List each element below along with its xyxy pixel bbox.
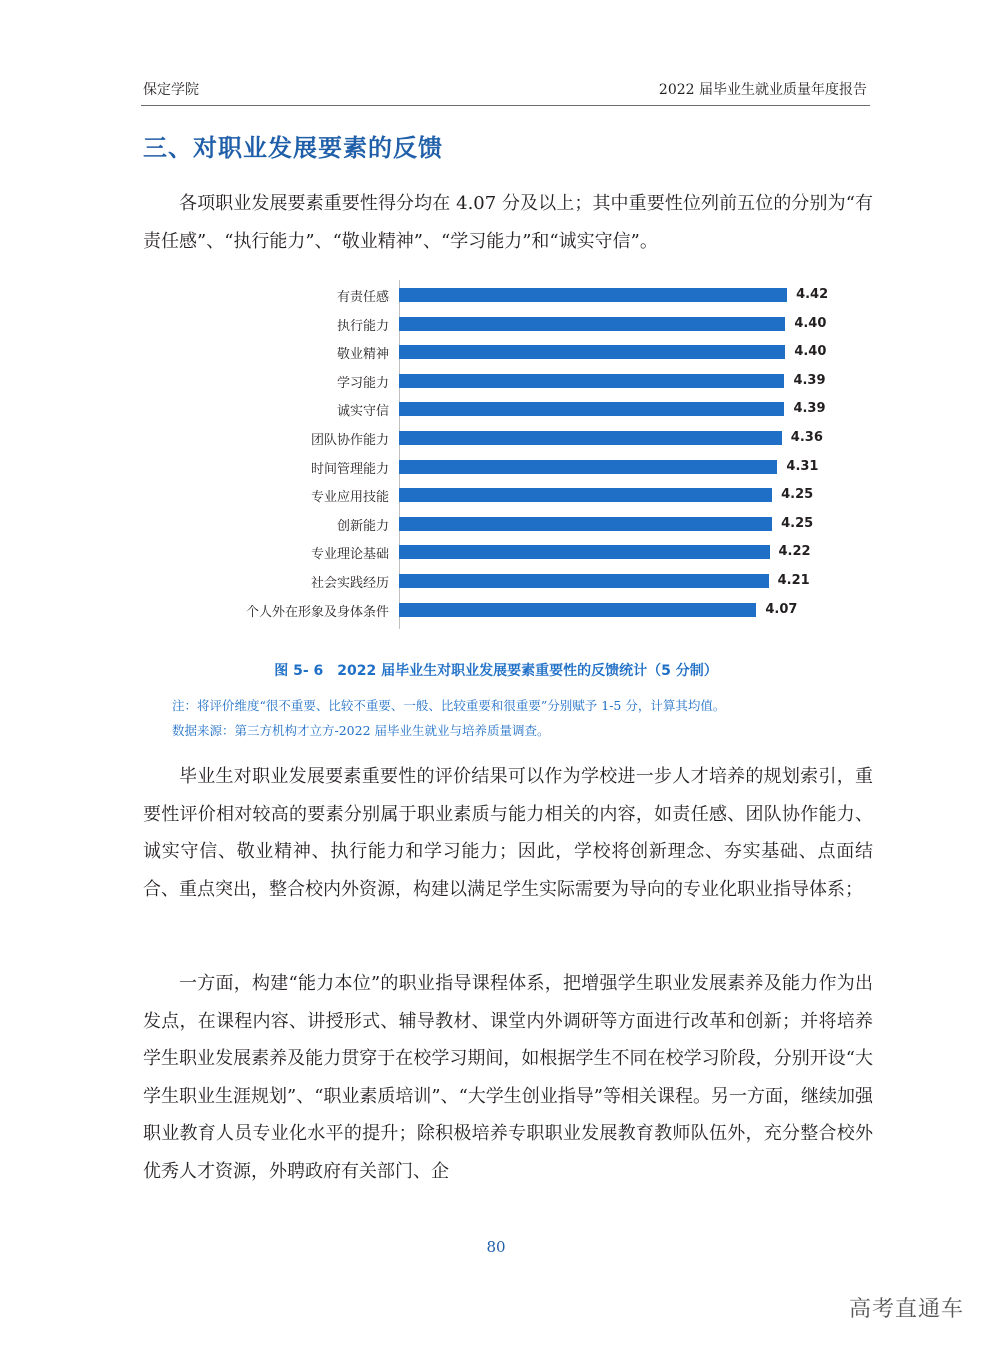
chart-category-label: 创新能力 [336,518,389,534]
chart-category-label: 个人外在形象及身体条件 [245,604,389,620]
chart-value-label: 4.40 [794,344,827,360]
chart-value-label: 4.21 [777,573,810,588]
chart-bar [399,545,770,559]
chart-bar [399,345,785,359]
chart-value-label: 4.31 [786,458,819,474]
chart-bar [399,517,772,531]
figure-note: 注：将评价维度“很不重要、比较不重要、一般、比较重要和很重要”分别赋予 1-5 分，计算其均值。 [172,698,726,713]
section-title: 三、对职业发展要素的反馈 [143,134,443,162]
chart-category-label: 专业应用技能 [310,490,389,506]
chart-category-label: 专业理论基础 [310,547,389,563]
chart-value-label: 4.22 [778,544,811,560]
chart-value-label: 4.25 [781,487,814,503]
chart-bar [399,317,785,331]
header-school-name: 保定学院 [143,82,199,98]
chart-category-label: 团队协作能力 [310,433,389,448]
chart-category-label: 执行能力 [336,318,389,334]
chart-category-label: 学习能力 [336,375,389,391]
header-divider [141,105,870,106]
chart-category-label: 时间管理能力 [310,461,389,477]
page-number: 80 [486,1238,506,1256]
chart-value-label: 4.39 [793,401,826,417]
chart-category-label: 有责任感 [336,290,389,305]
chart-bar [399,431,782,445]
chart-value-label: 4.07 [765,601,798,617]
chart-bar [399,374,784,388]
chart-bar [399,603,756,617]
chart-value-label: 4.25 [781,515,814,531]
figure-caption: 图 5- 6 2022 届毕业生对职业发展要素重要性的反馈统计（5 分制） [274,663,718,679]
chart-bar [399,488,772,502]
chart-bar [399,460,777,474]
analysis-paragraph: 毕业生对职业发展要素重要性的评价结果可以作为学校进一步人才培养的规划索引，重要性评价相对较高的要素分别属于职业素质与能力相关的内容，如责任感、团队协作能力、诚实守信、敬业精神、执行能力和学习能力；因此，学校将创新理念、夯实基础、点面结合、重点突出，整合校内外资源，构建以满足学生实际需要为导向的专业化职业指导体系； [143,766,873,900]
figure-source: 数据来源：第三方机构才立方-2022 届毕业生就业与培养质量调查。 [172,723,550,738]
chart-bar [399,402,784,416]
intro-paragraph: 各项职业发展要素重要性得分均在 4.07 分及以上；其中重要性位列前五位的分别为“有责任感”、“执行能力”、“敬业精神”、“学习能力”和“诚实守信”。 [143,193,873,252]
chart-value-label: 4.40 [794,315,827,331]
chart-category-label: 社会实践经历 [310,576,389,591]
chart-bar [399,288,787,302]
header-report-title: 2022 届毕业生就业质量年度报告 [658,82,867,98]
chart-value-label: 4.42 [796,287,829,302]
chart-value-label: 4.36 [790,430,823,445]
chart-value-label: 4.39 [793,372,826,388]
measures-paragraph: 一方面，构建“能力本位”的职业指导课程体系，把增强学生职业发展素养及能力作为出发点，在课程内容、讲授形式、辅导教材、课堂内外调研等方面进行改革和创新；并将培养学生职业发展素养及能力贯穿于在校学习期间，如根据学生不同在校学习阶段，分别开设“大学生职业生涯规划”、“职业素质培训”、“大学生创业指导”等相关课程。另一方面，继续加强职业教育人员专业化水平的提升；除积极培养专职职业发展教育教师队伍外，充分整合校外优秀人才资源，外聘政府有关部门、企 [143,973,874,1182]
chart-bar [399,574,769,588]
watermark-text: 高考直通车 [848,1297,964,1322]
chart-category-label: 敬业精神 [336,347,389,363]
chart-category-label: 诚实守信 [336,404,389,420]
